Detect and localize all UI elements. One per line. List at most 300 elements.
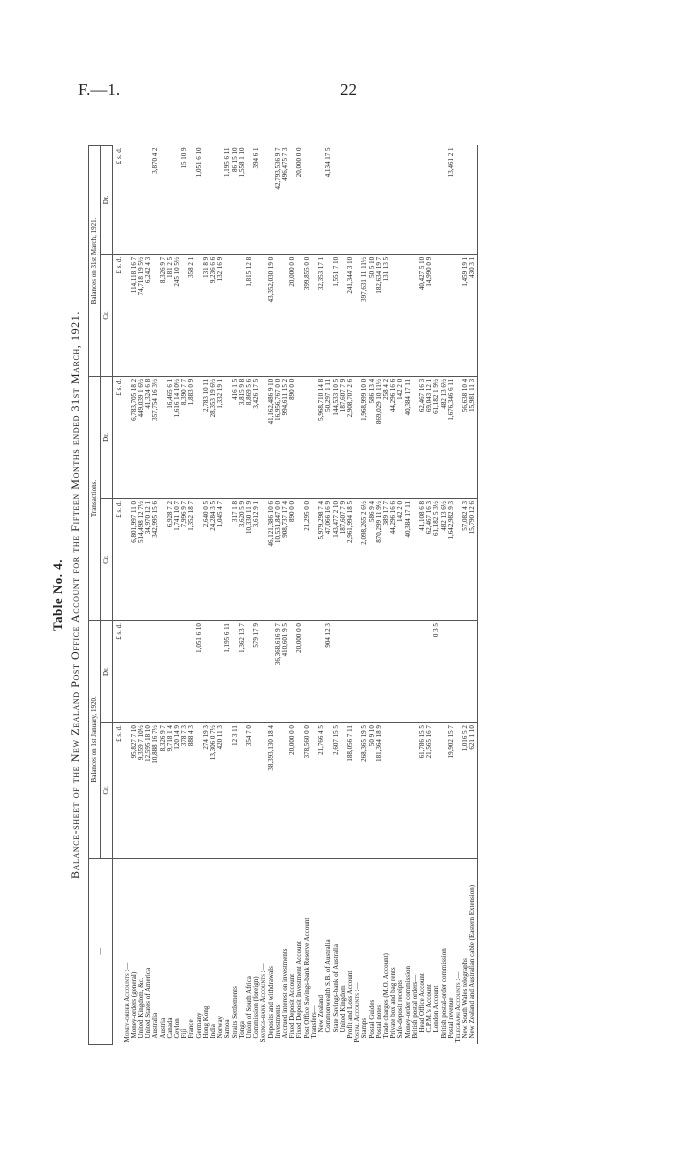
- amount-cell: 1,459 19 1: [462, 254, 469, 376]
- amount-cell: [397, 254, 404, 376]
- amount-cell: 890 0 0: [289, 498, 296, 620]
- amount-cell: £ s. d.: [113, 621, 124, 723]
- row-label: Money-orders (general): [129, 971, 138, 1039]
- amount-cell: [131, 146, 138, 255]
- amount-cell: 870,299 11 9½: [376, 498, 383, 620]
- amount-cell: 586 9 4: [369, 498, 376, 620]
- amount-cell: 44,296 16 6: [390, 376, 397, 498]
- row-label: Money-order commission: [403, 965, 412, 1039]
- row-label: [113, 858, 124, 1044]
- amount-cell: 131 8 9: [203, 254, 210, 376]
- amount-cell: [253, 254, 260, 376]
- table-row: [188, 146, 195, 1045]
- amount-cell: [160, 146, 167, 255]
- amount-cell: [376, 146, 383, 255]
- table-row: [268, 146, 275, 1045]
- amount-cell: 3,426 17 5: [253, 376, 260, 498]
- amount-cell: 6,783,705 18 2: [131, 376, 138, 498]
- amount-cell: [433, 723, 440, 858]
- amount-cell: 69,043 12 1: [426, 376, 433, 498]
- amount-cell: 20,000 0 0: [296, 621, 303, 723]
- table-row: [441, 146, 448, 1045]
- amount-cell: 86 15 10: [232, 146, 239, 255]
- amount-cell: 1,642,982 9 3: [448, 498, 455, 620]
- row-label: Samoa: [223, 1019, 232, 1039]
- row-label: United States of America: [144, 967, 153, 1039]
- amount-cell: 342,995 15 6: [152, 498, 159, 620]
- amount-cell: [167, 146, 174, 255]
- row-label: London Account: [432, 985, 441, 1033]
- amount-cell: £ s. d.: [113, 376, 124, 498]
- amount-cell: 28,353 19 6½: [210, 376, 217, 498]
- amount-cell: [203, 146, 210, 255]
- amount-cell: 1,195 6 11: [224, 146, 231, 255]
- amount-cell: 13,306 0 7½: [210, 723, 217, 858]
- amount-cell: 586 13 4: [369, 376, 376, 498]
- amount-cell: 268,365 19 5: [361, 723, 368, 858]
- amount-cell: 6,242 4 3: [145, 254, 152, 376]
- row-label: France: [187, 1019, 196, 1039]
- amount-cell: 62,467 16 3: [426, 498, 433, 620]
- table-row: [224, 146, 231, 1045]
- amount-cell: 62,467 16 3: [419, 376, 426, 498]
- amount-cell: 61,182 5 3½: [433, 498, 440, 620]
- amount-cell: 1,676,346 6 11: [448, 376, 455, 498]
- amount-cell: 420 11 3: [217, 723, 224, 858]
- row-label: Austria: [158, 1017, 167, 1039]
- amount-cell: 15,790 12 6: [469, 498, 477, 620]
- amount-cell: 14,990 0 9: [426, 254, 433, 376]
- amount-cell: 187,607 7 9: [340, 376, 347, 498]
- table-row: [232, 146, 239, 1045]
- table-row: [433, 146, 440, 1045]
- amount-cell: 482 13 6½: [441, 376, 448, 498]
- amount-cell: 449,039 1 6½: [138, 376, 145, 498]
- amount-cell: [347, 146, 354, 255]
- amount-cell: 378,560 0 0: [304, 723, 311, 858]
- amount-cell: [441, 621, 448, 723]
- amount-cell: [469, 146, 477, 255]
- amount-cell: [340, 146, 347, 255]
- amount-cell: [160, 621, 167, 723]
- row-label: Private box and bag rents: [389, 967, 398, 1039]
- row-label: C.P.M.'s Account: [425, 984, 434, 1033]
- row-label: United Kingdom: [338, 985, 347, 1033]
- amount-cell: 869,029 10 11½: [376, 376, 383, 498]
- table-row: [405, 146, 412, 1045]
- amount-cell: [203, 621, 210, 723]
- table-row: [217, 146, 224, 1045]
- table-row: [145, 146, 152, 1045]
- amount-cell: 378 7 3: [181, 723, 188, 858]
- amount-cell: [347, 621, 354, 723]
- row-label: United Kingdom, &c.: [137, 977, 146, 1039]
- row-label: India: [209, 1024, 218, 1039]
- subcolumn-header: Cr.: [101, 723, 113, 858]
- amount-cell: [405, 723, 412, 858]
- row-label: Germany: [194, 1012, 203, 1039]
- table-title: Balance-sheet of the New Zealand Post Office Account for the Fifteen Months ended 31st March, 1921.: [68, 311, 82, 879]
- amount-cell: 16,956,767 0 0: [275, 376, 282, 498]
- amount-cell: [354, 146, 361, 255]
- row-label: Australia: [151, 1012, 160, 1039]
- amount-cell: £ s. d.: [113, 498, 124, 620]
- subcolumn-header: Dr.: [101, 146, 113, 255]
- table-row: [390, 146, 397, 1045]
- group-header: Transactions.: [89, 376, 101, 620]
- amount-cell: [361, 146, 368, 255]
- row-label: Postal Guides: [367, 999, 376, 1039]
- amount-cell: 1,195 6 11: [224, 621, 231, 723]
- amount-cell: 0 3 5: [433, 621, 440, 723]
- row-label: State Savings-bank of Australia: [331, 944, 340, 1033]
- amount-cell: 43,352,030 19 0: [268, 254, 275, 376]
- subcolumn-header: Dr.: [101, 621, 113, 723]
- row-label: New Zealand and Australian cable (Eastern Extension): [469, 858, 477, 1044]
- amount-cell: [131, 621, 138, 723]
- table-number: Table No. 4.: [50, 559, 65, 631]
- amount-cell: 482 13 6½: [441, 498, 448, 620]
- amount-cell: 1,045 4 7: [217, 498, 224, 620]
- amount-cell: [296, 376, 303, 498]
- amount-cell: 1,551 7 10: [333, 254, 340, 376]
- amount-cell: [304, 146, 311, 255]
- amount-cell: 8,390 7 7: [181, 376, 188, 498]
- amount-cell: [448, 254, 455, 376]
- amount-cell: 1,883 0 9: [188, 376, 195, 498]
- amount-cell: [340, 621, 347, 723]
- amount-cell: 1,332 19 1: [217, 376, 224, 498]
- amount-cell: 3,612 9 1: [253, 498, 260, 620]
- amount-cell: [181, 621, 188, 723]
- amount-cell: 8,326 9 7: [160, 723, 167, 858]
- amount-cell: 496,475 7 3: [282, 146, 289, 255]
- row-label: Telegraph Accounts :—: [453, 971, 462, 1043]
- amount-cell: 21,565 16 7: [426, 723, 433, 858]
- amount-cell: 397,631 11 11½: [361, 254, 368, 376]
- row-label: Commonwealth S.B. of Australia: [324, 939, 333, 1033]
- table-row: [174, 146, 181, 1045]
- amount-cell: [405, 621, 412, 723]
- amount-cell: 258 4 2: [383, 376, 390, 498]
- amount-cell: 41,108 6 8: [419, 498, 426, 620]
- amount-cell: 904 12 3: [325, 621, 332, 723]
- amount-cell: [167, 621, 174, 723]
- amount-cell: 430 3 1: [469, 254, 477, 376]
- amount-cell: £ s. d.: [113, 254, 124, 376]
- group-header: Balances on 31st March, 1921.: [89, 146, 101, 377]
- amount-cell: 34,970 12 1: [145, 498, 152, 620]
- row-label: Profit and Loss Account: [345, 970, 354, 1039]
- amount-cell: 274 19 3: [203, 723, 210, 858]
- amount-cell: 1,016 5 2: [462, 723, 469, 858]
- amount-cell: 8,326 9 7: [160, 254, 167, 376]
- amount-cell: 908,737 17 4: [282, 498, 289, 620]
- amount-cell: 44,296 16 6: [390, 498, 397, 620]
- amount-cell: 13,461 2 1: [448, 146, 455, 255]
- amount-cell: 56,638 10 4: [462, 376, 469, 498]
- table-row: [448, 146, 455, 1045]
- row-label: Postal notes: [374, 1004, 383, 1039]
- amount-cell: 40,427 5 10: [419, 254, 426, 376]
- amount-cell: 1,741 10 7: [174, 498, 181, 620]
- amount-cell: 20,000 0 0: [289, 723, 296, 858]
- amount-cell: 241,344 3 10: [347, 254, 354, 376]
- amount-cell: 394 6 1: [253, 146, 260, 255]
- amount-cell: 3,620 5 9: [239, 498, 246, 620]
- table-row: [361, 146, 368, 1045]
- row-label: Deposits and withdrawals: [266, 966, 275, 1039]
- amount-cell: [138, 621, 145, 723]
- amount-cell: 2,908,707 2 6: [347, 376, 354, 498]
- row-label: Savings-bank Accounts :—: [259, 963, 268, 1043]
- amount-cell: 50 9 10: [369, 723, 376, 858]
- row-label: Postal revenue: [446, 997, 455, 1039]
- amount-cell: 2,961,994 18 5: [347, 498, 354, 620]
- table-row: [469, 146, 477, 1045]
- amount-cell: 47,066 16 9: [325, 498, 332, 620]
- amount-cell: [224, 254, 231, 376]
- row-label: Union of South Africa: [245, 976, 254, 1039]
- amount-cell: [462, 621, 469, 723]
- page-number: 22: [340, 80, 357, 99]
- row-label: Post Office Savings-bank Reserve Account: [302, 917, 311, 1039]
- amount-cell: 42,793,536 9 7: [275, 146, 282, 255]
- amount-cell: 46,121,386 10 6: [268, 498, 275, 620]
- amount-cell: [419, 621, 426, 723]
- amount-cell: 32,353 17 1: [318, 254, 325, 376]
- amount-cell: [469, 621, 477, 723]
- amount-cell: 188,056 7 11: [347, 723, 354, 858]
- amount-cell: [369, 146, 376, 255]
- amount-cell: 142 2 0: [397, 376, 404, 498]
- amount-cell: [260, 621, 267, 723]
- amount-cell: 4,134 17 5: [325, 146, 332, 255]
- row-label: Transfers—: [309, 1005, 318, 1039]
- amount-cell: 2,607 15 5: [333, 723, 340, 858]
- amount-cell: 143,477 2 10: [333, 498, 340, 620]
- amount-cell: 9,718 1 4: [167, 723, 174, 858]
- table-row: [426, 146, 433, 1045]
- amount-cell: 389 17 7: [383, 498, 390, 620]
- amount-cell: 114,118 16 7: [131, 254, 138, 376]
- row-label: New South Wales telegraphs: [461, 958, 470, 1039]
- amount-cell: 40,384 17 11: [405, 376, 412, 498]
- amount-cell: [174, 621, 181, 723]
- amount-cell: £ s. d.: [113, 723, 124, 858]
- amount-cell: 40,384 17 11: [405, 498, 412, 620]
- amount-cell: 19,902 15 7: [448, 723, 455, 858]
- amount-cell: [124, 621, 131, 723]
- amount-cell: [433, 146, 440, 255]
- amount-cell: 245 10 5½: [174, 254, 181, 376]
- amount-cell: 888 4 3: [188, 723, 195, 858]
- amount-cell: [397, 621, 404, 723]
- amount-cell: 41,324 6 8: [145, 376, 152, 498]
- row-label: Norway: [216, 1015, 225, 1039]
- amount-cell: [275, 723, 282, 858]
- amount-cell: [124, 146, 131, 255]
- amount-cell: 1,815 12 8: [246, 254, 253, 376]
- amount-cell: [390, 254, 397, 376]
- amount-cell: 15,981 11 3: [469, 376, 477, 498]
- amount-cell: 12 3 11: [232, 723, 239, 858]
- amount-cell: 994,611 15 2: [282, 376, 289, 498]
- table-row: [181, 146, 188, 1045]
- amount-cell: [405, 146, 412, 255]
- amount-cell: [397, 723, 404, 858]
- amount-cell: [333, 146, 340, 255]
- amount-cell: [138, 146, 145, 255]
- amount-cell: [311, 146, 318, 255]
- amount-cell: [369, 621, 376, 723]
- row-label: Fixed Deposit Investment Account: [295, 941, 304, 1039]
- amount-cell: 50,297 1 11: [325, 376, 332, 498]
- amount-cell: 1,362 13 7: [239, 621, 246, 723]
- amount-cell: 24,284 3 5: [210, 498, 217, 620]
- amount-cell: 1,616 14 10½: [174, 376, 181, 498]
- row-label: British postal orders—: [410, 974, 419, 1039]
- amount-cell: [390, 723, 397, 858]
- amount-cell: [383, 621, 390, 723]
- table-row: [318, 146, 325, 1045]
- amount-cell: [383, 723, 390, 858]
- amount-cell: 181,364 18 9: [376, 723, 383, 858]
- table-row: [196, 146, 203, 1045]
- row-label: Investments: [273, 1004, 282, 1039]
- amount-cell: 8,869 5 6: [246, 376, 253, 498]
- amount-cell: 7,996 9 7: [181, 498, 188, 620]
- amount-cell: 12,595 18 10: [145, 723, 152, 858]
- amount-cell: [260, 146, 267, 255]
- amount-cell: 15 10 9: [181, 146, 188, 255]
- amount-cell: 38,393,130 18 4: [268, 723, 275, 858]
- amount-cell: [354, 621, 361, 723]
- amount-cell: 1,558 1 10: [239, 146, 246, 255]
- amount-cell: 20,000 0 0: [289, 254, 296, 376]
- subcolumn-header: Dr.: [101, 376, 113, 498]
- table-row: [397, 146, 404, 1045]
- row-label: Accrued interest on investments: [281, 948, 290, 1039]
- table-row: [383, 146, 390, 1045]
- amount-cell: 3,815 9 8: [239, 376, 246, 498]
- amount-cell: 410,601 9 5: [282, 621, 289, 723]
- amount-cell: 41,162,486 9 10: [268, 376, 275, 498]
- amount-cell: [448, 621, 455, 723]
- amount-cell: 416 1 5: [232, 376, 239, 498]
- amount-cell: 144,533 10 5: [333, 376, 340, 498]
- amount-cell: 181 2 5: [167, 254, 174, 376]
- amount-cell: 5,979,298 7 4: [318, 498, 325, 620]
- amount-cell: 514,498 12 7½: [138, 498, 145, 620]
- subcolumn-header: Cr.: [101, 498, 113, 620]
- amount-cell: [210, 146, 217, 255]
- amount-cell: 399,855 0 0: [304, 254, 311, 376]
- amount-cell: [441, 254, 448, 376]
- row-label: Stamps: [360, 1017, 369, 1039]
- row-label: Safe-deposit receipts: [396, 979, 405, 1039]
- amount-cell: 2,783 10 11: [203, 376, 210, 498]
- amount-cell: [253, 723, 260, 858]
- amount-cell: 621 1 10: [469, 723, 477, 858]
- amount-cell: 61,786 15 5: [419, 723, 426, 858]
- group-header: Balances on 1st January, 1920.: [89, 621, 101, 858]
- table-body: [113, 146, 477, 1045]
- amount-cell: 1,968,999 10 0: [361, 376, 368, 498]
- amount-cell: 3,870 4 2: [152, 146, 159, 255]
- row-label: Fixed Deposit Account: [288, 973, 297, 1039]
- row-label: Straits Settlements: [230, 986, 239, 1039]
- amount-cell: 1,352 18 7: [188, 498, 195, 620]
- table-row: [246, 146, 253, 1045]
- row-label: Canada: [165, 1017, 174, 1039]
- amount-cell: [390, 146, 397, 255]
- row-label: Hong Kong: [201, 1005, 210, 1039]
- amount-cell: 21,295 0 0: [304, 498, 311, 620]
- amount-cell: 1,051 6 10: [196, 621, 203, 723]
- amount-cell: [210, 621, 217, 723]
- page-left-header: F.—1.: [78, 80, 121, 99]
- amount-cell: 6,801,997 11 0: [131, 498, 138, 620]
- amount-cell: 10,531,847 0 0: [275, 498, 282, 620]
- amount-cell: [419, 146, 426, 255]
- amount-cell: [397, 146, 404, 255]
- table-row: [289, 146, 296, 1045]
- amount-cell: 354 7 0: [246, 723, 253, 858]
- amount-cell: [376, 621, 383, 723]
- amount-cell: [455, 621, 462, 723]
- amount-cell: [311, 621, 318, 723]
- amount-cell: 187,607 7 9: [340, 498, 347, 620]
- amount-cell: 2,098,265 2 6½: [361, 498, 368, 620]
- amount-cell: [145, 621, 152, 723]
- amount-cell: 74,718 19 5½: [138, 254, 145, 376]
- table-row: [304, 146, 311, 1045]
- amount-cell: 131 13 5: [383, 254, 390, 376]
- amount-cell: 358 2 1: [188, 254, 195, 376]
- amount-cell: [275, 254, 282, 376]
- table-row: [275, 146, 282, 1045]
- row-label: Head Office Account: [417, 973, 426, 1033]
- row-label: Money-order Accounts :—: [122, 962, 131, 1043]
- amount-cell: 95,827 7 10: [131, 723, 138, 858]
- amount-cell: 890 0 0: [289, 376, 296, 498]
- amount-cell: [152, 621, 159, 723]
- amount-cell: 120 14 9: [174, 723, 181, 858]
- amount-cell: [383, 146, 390, 255]
- balance-sheet-table: [88, 145, 478, 1045]
- amount-cell: [462, 146, 469, 255]
- amount-cell: [232, 254, 239, 376]
- subcolumn-header: Cr.: [101, 254, 113, 376]
- row-label: Fiji: [180, 1028, 189, 1039]
- table-row: [253, 146, 260, 1045]
- rotated-table-block: [50, 145, 560, 1045]
- amount-cell: 9,359 7 10½: [138, 723, 145, 858]
- amount-cell: £ s. d.: [113, 146, 124, 255]
- amount-cell: 61,182 1 9½: [433, 376, 440, 498]
- amount-cell: [426, 146, 433, 255]
- amount-cell: 50 5 10: [369, 254, 376, 376]
- row-label: Commission (foreign): [252, 976, 261, 1039]
- amount-cell: [412, 621, 419, 723]
- amount-cell: 182,634 19 7: [376, 254, 383, 376]
- amount-cell: 16,465 6 1: [167, 376, 174, 498]
- amount-cell: 2,640 0 5: [203, 498, 210, 620]
- row-label: Ceylon: [173, 1018, 182, 1039]
- amount-cell: 142 2 0: [397, 498, 404, 620]
- amount-cell: 132 16 9: [217, 254, 224, 376]
